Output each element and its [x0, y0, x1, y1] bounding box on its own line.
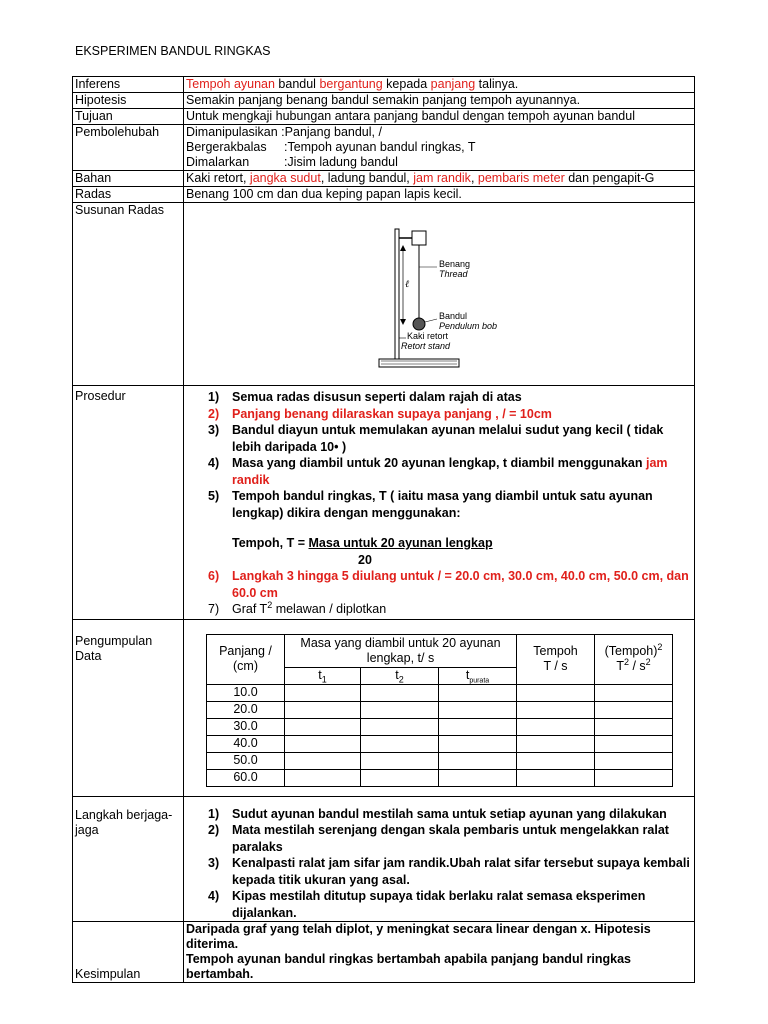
table-header-row: [207, 634, 673, 667]
inferens-part: kepada: [382, 77, 431, 91]
length-value: 50.0: [207, 752, 285, 769]
row-langkah: [73, 796, 695, 922]
label-hipotesis: Hipotesis: [73, 93, 184, 109]
stand-label-en: Retort stand: [401, 341, 451, 351]
retort-rod: [395, 229, 399, 359]
procedure-step: 2) Panjang benang dilaraskan supaya panjang , / = 10cm: [208, 406, 552, 421]
inferens-part: panjang: [430, 77, 476, 91]
label-bahan: Bahan: [73, 171, 184, 187]
precaution-step: 2) Mata mestilah serenjang dengan skala pembaris untuk mengelakkan ralat paralaks: [208, 823, 669, 854]
row-pengumpulan: [73, 619, 695, 796]
variable-line: Dimanipulasikan :Panjang bandul, /: [186, 125, 382, 139]
conclusion-line: Tempoh ayunan bandul ringkas bertambah apabila panjang bandul ringkas bertambah.: [186, 952, 631, 981]
bob-label-en: Pendulum bob: [439, 321, 498, 331]
pendulum-diagram: [369, 211, 519, 376]
length-value: 20.0: [207, 701, 285, 718]
inferens-part: Tempoh ayunan: [186, 77, 275, 91]
precaution-step: 4) Kipas mestilah ditutup supaya tidak berlaku ralat semasa eksperimen dijalankan.: [208, 889, 646, 920]
label-pembolehubah: Pembolehubah: [73, 125, 184, 171]
row-prosedur: [73, 386, 695, 620]
hipotesis-text: Semakin panjang benang bandul semakin panjang tempoh ayunannya.: [184, 93, 695, 109]
row-radas: [73, 187, 695, 203]
col-panjang: Panjang / (cm): [207, 634, 285, 684]
label-radas: Radas: [73, 187, 184, 203]
variable-line: Bergerakbalas :Tempoh ayunan bandul ringkas, T: [186, 140, 476, 154]
conclusion-line: Daripada graf yang telah diplot, y meningkat secara linear dengan x. Hipotesis diterima.: [186, 922, 651, 951]
row-kesimpulan: [73, 922, 695, 983]
row-tujuan: [73, 109, 695, 125]
precaution-step: 1) Sudut ayunan bandul mestilah sama untuk setiap ayunan yang dilakukan: [208, 806, 667, 821]
length-value: 60.0: [207, 769, 285, 786]
label-susunan: Susunan Radas: [73, 203, 184, 386]
length-label: ℓ: [405, 279, 410, 290]
table-row: [207, 701, 673, 718]
row-pembolehubah: [73, 125, 695, 171]
inferens-part: bergantung: [319, 77, 383, 91]
col-masa: Masa yang diambil untuk 20 ayunan lengkap, t/ s: [285, 634, 517, 667]
label-tujuan: Tujuan: [73, 109, 184, 125]
thread-label-en: Thread: [439, 269, 468, 279]
length-value: 10.0: [207, 684, 285, 701]
prosedur-cell: [184, 386, 695, 620]
col-t2: $t_2$: [361, 667, 439, 684]
pengumpulan-cell: [184, 619, 695, 796]
label-prosedur: Prosedur: [73, 386, 184, 620]
procedure-step: 4) Masa yang diambil untuk 20 ayunan lengkap, t diambil menggunakan jam randik: [208, 456, 668, 487]
experiment-table: [72, 76, 695, 983]
page-title: EKSPERIMEN BANDUL RINGKAS: [75, 44, 271, 58]
data-table: [206, 634, 673, 787]
pendulum-bob: [413, 318, 425, 330]
bahan-part: Kaki retort,: [186, 171, 250, 185]
clamp: [412, 231, 426, 245]
row-susunan: [73, 203, 695, 386]
radas-text: Benang 100 cm dan dua keping papan lapis kecil.: [184, 187, 695, 203]
formula-denominator: 20: [358, 552, 372, 567]
pembolehubah-text: [184, 125, 695, 171]
bob-label: Bandul: [439, 311, 468, 321]
procedure-step: 1) Semua radas disusun seperti dalam rajah di atas: [208, 390, 522, 404]
procedure-step: 7) Graf $T^2$ melawan / diplotkan: [208, 599, 387, 616]
inferens-text: [184, 77, 695, 93]
procedure-step: 5) Tempoh bandul ringkas, T ( iaitu masa yang diambil untuk satu ayunan lengkap) dikira dengan menggunakan: Tempoh, T = Masa untuk 20 ayunan lengkap 20: [186, 488, 692, 568]
tujuan-text: Untuk mengkaji hubungan antara panjang bandul dengan tempoh ayunan bandul: [184, 109, 695, 125]
label-pengumpulan: Pengumpulan Data: [73, 619, 184, 796]
bahan-part: jam randik: [413, 171, 471, 185]
table-row: [207, 735, 673, 752]
length-value: 30.0: [207, 718, 285, 735]
kesimpulan-cell: [184, 922, 695, 983]
row-bahan: [73, 171, 695, 187]
length-value: 40.0: [207, 735, 285, 752]
col-t1: $t_1$: [285, 667, 361, 684]
table-row: [207, 769, 673, 786]
label-inferens: Inferens: [73, 77, 184, 93]
bahan-part: pembaris meter: [477, 171, 565, 185]
label-kesimpulan: Kesimpulan: [73, 922, 184, 983]
bahan-text: [184, 171, 695, 187]
inferens-part: bandul: [274, 77, 320, 91]
table-row: [207, 752, 673, 769]
table-row: [207, 684, 673, 701]
thread-label: Benang: [439, 259, 471, 269]
precaution-step: 3) Kenalpasti ralat jam sifar jam randik.Ubah ralat sifar tersebut supaya kembali kepada titik ukuran yang asal.: [208, 856, 690, 887]
stand-label: Kaki retort: [407, 331, 449, 341]
precaution-list: [186, 806, 692, 922]
bahan-part: , ladung bandul,: [320, 171, 414, 185]
procedure-list: [186, 389, 692, 618]
inferens-part: talinya.: [475, 77, 519, 91]
table-row: [207, 718, 673, 735]
col-tempoh-kuasa: (Tempoh)$^2$ $T^2 / s^2$: [595, 634, 673, 684]
col-tpurata: $t_{purata}$: [439, 667, 517, 684]
langkah-cell: [184, 796, 695, 922]
label-langkah: Langkah berjaga-jaga: [73, 796, 184, 922]
row-inferens: [73, 77, 695, 93]
col-tempoh: Tempoh T / s: [517, 634, 595, 684]
bahan-part: dan pengapit-G: [564, 171, 655, 185]
variable-line: Dimalarkan :Jisim ladung bandul: [186, 155, 398, 169]
bahan-part: ,: [470, 171, 478, 185]
procedure-step: 3) Bandul diayun untuk memulakan ayunan melalui sudut yang kecil ( tidak lebih daripada 10• ): [208, 423, 664, 454]
row-hipotesis: [73, 93, 695, 109]
retort-base: [379, 359, 459, 367]
bahan-part: jangka sudut: [249, 171, 321, 185]
apparatus-cell: [184, 203, 695, 386]
procedure-step: 6) Langkah 3 hingga 5 diulang untuk / = 20.0 cm, 30.0 cm, 40.0 cm, 50.0 cm, dan 60.0 cm: [208, 569, 689, 600]
formula: Tempoh, T = Masa untuk 20 ayunan lengkap: [232, 536, 493, 550]
